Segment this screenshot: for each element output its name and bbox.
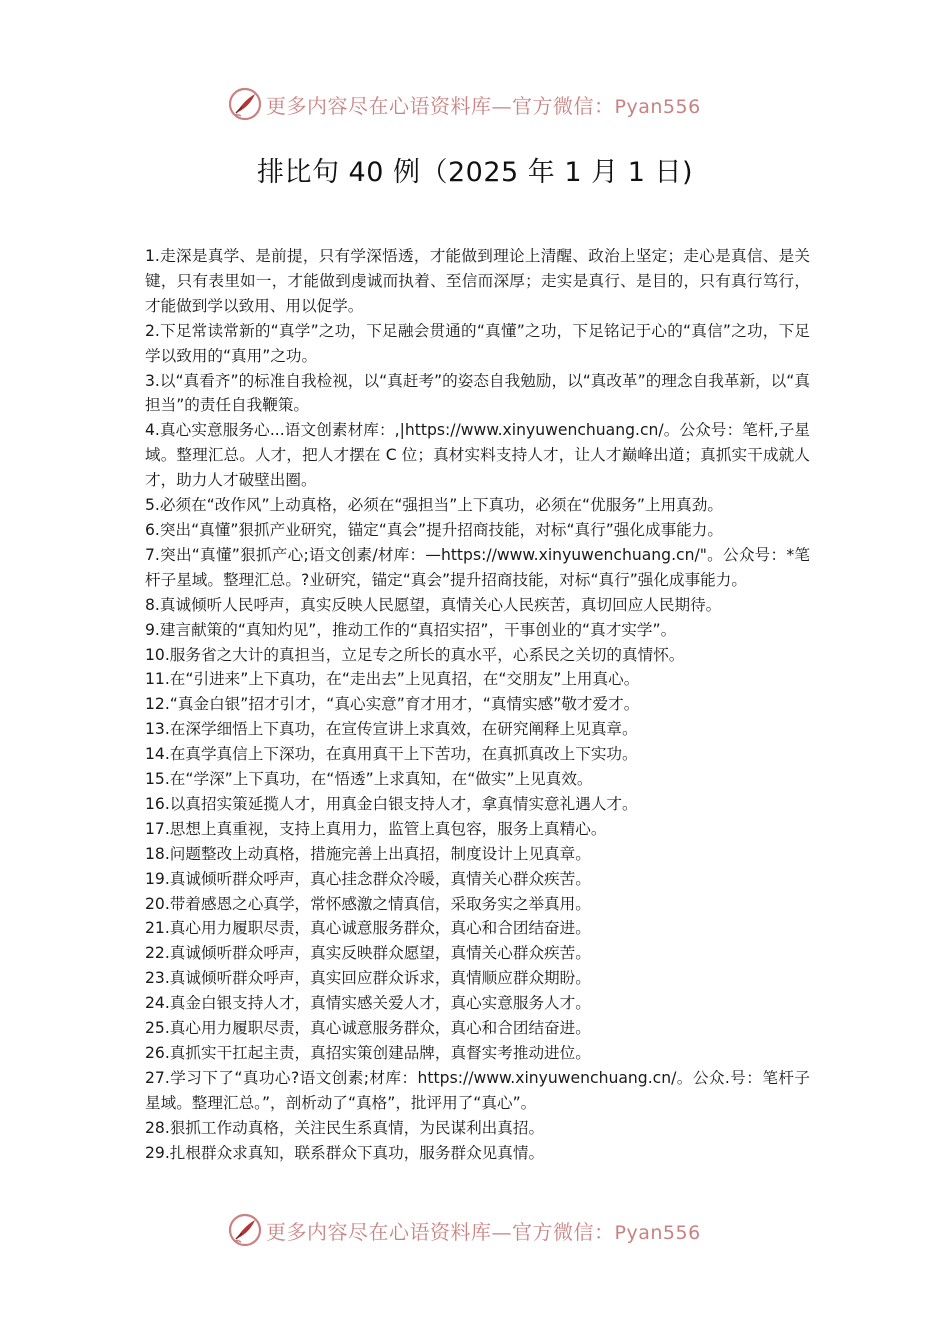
banner-slogan: 更多内容尽在心语资料库—官方微信：: [266, 1219, 615, 1244]
list-item: 13.在深学细悟上下真功，在宣传宣讲上求真效，在研究阐释上见真章。: [145, 720, 638, 739]
list-item: 4.真心实意服务心...语文创素材库：,|https://www.xinyuwenchuang.cn/。公众号：笔杆,子星域。整理汇总。人才，把人才摆在 C 位；真材实料支持人才，让人才巅峰出道；真抓实干成就人才，助力人才破壁出圈。: [145, 421, 810, 490]
banner-content: [228, 82, 701, 126]
list-item: 16.以真招实策延揽人才，用真金白银支持人才，拿真情实意礼遇人才。: [145, 794, 638, 813]
list-item: 23.真诚倾听群众呼声，真实回应群众诉求，真情顺应群众期盼。: [145, 969, 591, 988]
wechat-account[interactable]: Pyan556: [614, 95, 701, 118]
list-item: 14.在真学真信上下深功，在真用真干上下苦功，在真抓真改上下实功。: [145, 745, 638, 764]
list-item: 11.在“引进来”上下真功，在“走出去”上见真招，在“交朋友”上用真心。: [145, 670, 640, 689]
list-item: 17.思想上真重视，支持上真用力，监管上真包容，服务上真精心。: [145, 819, 607, 838]
list-item: 26.真抓实干扛起主责，真招实策创建品牌，真督实考推动进位。: [145, 1044, 591, 1062]
banner-content: [228, 1208, 701, 1252]
list-item: 29.扎根群众求真知，联系群众下真功，服务群众见真情。: [145, 1143, 545, 1162]
list-item: 15.在“学深”上下真功，在“悟透”上求真知，在“做实”上见真效。: [145, 770, 593, 789]
list-item: 24.真金白银支持人才，真情实感关爱人才，真心实意服务人才。: [145, 994, 591, 1013]
banner-text: [266, 90, 701, 119]
document-body: [145, 244, 810, 1166]
list-item: 10.服务省之大计的真担当，立足专之所长的真水平，心系民之关切的真情怀。: [145, 645, 685, 664]
list-item: 18.问题整改上动真格，措施完善上出真招，制度设计上见真章。: [145, 844, 591, 863]
list-item: 27.学习下了“真功心?语文创素;材库：https://www.xinyuwenchuang.cn/。公众.号：笔杆子星域。整理汇总。”，剖析动了“真格”，批评用了“真心”。: [145, 1068, 810, 1112]
banner-text: [266, 1216, 701, 1245]
list-item: 2.下足常读常新的“真学”之功，下足融会贯通的“真懂”之功，下足铭记于心的“真信”之功，下足学以致用的“真用”之功。: [145, 321, 810, 365]
wechat-account[interactable]: Pyan556: [614, 1221, 701, 1244]
list-item: 9.建言献策的“真知灼见”，推动工作的“真招实招”，干事创业的“真才实学”。: [145, 620, 677, 639]
list-item: 1.走深是真学、是前提，只有学深悟透，才能做到理论上清醒、政治上坚定；走心是真信、是关键，只有表里如一，才能做到虔诚而执着、至信而深厚；走实是真行、是目的，只有真行笃行，才能做到学以致用、用以促学。: [145, 247, 810, 315]
list-item: 5.必须在“改作风”上动真格，必须在“强担当”上下真功，必须在“优服务”上用真劲。: [145, 496, 723, 515]
list-item: 20.带着感恩之心真学，常怀感激之情真信，采取务实之举真用。: [145, 894, 591, 913]
quill-pen-logo-icon: [228, 87, 262, 121]
list-item: 8.真诚倾听人民呼声，真实反映人民愿望，真情关心人民疾苦，真切回应人民期待。: [145, 595, 722, 614]
list-item: 25.真心用力履职尽责，真心诚意服务群众，真心和合团结奋进。: [145, 1019, 591, 1038]
list-item: 3.以“真看齐”的标准自我检视，以“真赶考”的姿态自我勉励，以“真改革”的理念自我革新，以“真担当”的责任自我鞭策。: [145, 371, 810, 415]
header-banner[interactable]: [0, 82, 950, 126]
list-item: 6.突出“真懂”狠抓产业研究，锚定“真会”提升招商技能，对标“真行”强化成事能力。: [145, 520, 723, 539]
list-item: 28.狠抓工作动真格，关注民生系真情，为民谋利出真招。: [145, 1118, 545, 1137]
list-item: 19.真诚倾听群众呼声，真心挂念群众冷暖，真情关心群众疾苦。: [145, 869, 591, 888]
list-item: 22.真诚倾听群众呼声，真实反映群众愿望，真情关心群众疾苦。: [145, 944, 591, 963]
banner-slogan: 更多内容尽在心语资料库—官方微信：: [266, 93, 615, 118]
list-item: 7.突出“真懂”狠抓产心;语文创素/材库：—https://www.xinyuwenchuang.cn/"。公众号：*笔杆子星域。整理汇总。?业研究，锚定“真会”提升招商技能，对标“真行”强化成事能力。: [145, 545, 810, 589]
list-item: 21.真心用力履职尽责，真心诚意服务群众，真心和合团结奋进。: [145, 919, 591, 938]
page-title: 排比句 40 例（2025 年 1 月 1 日): [256, 157, 694, 188]
list-item: 12.“真金白银”招才引才，“真心实意”育才用才，“真情实感”敬才爱才。: [145, 695, 640, 714]
quill-pen-logo-icon: [228, 1213, 262, 1247]
footer-banner[interactable]: [0, 1208, 950, 1252]
